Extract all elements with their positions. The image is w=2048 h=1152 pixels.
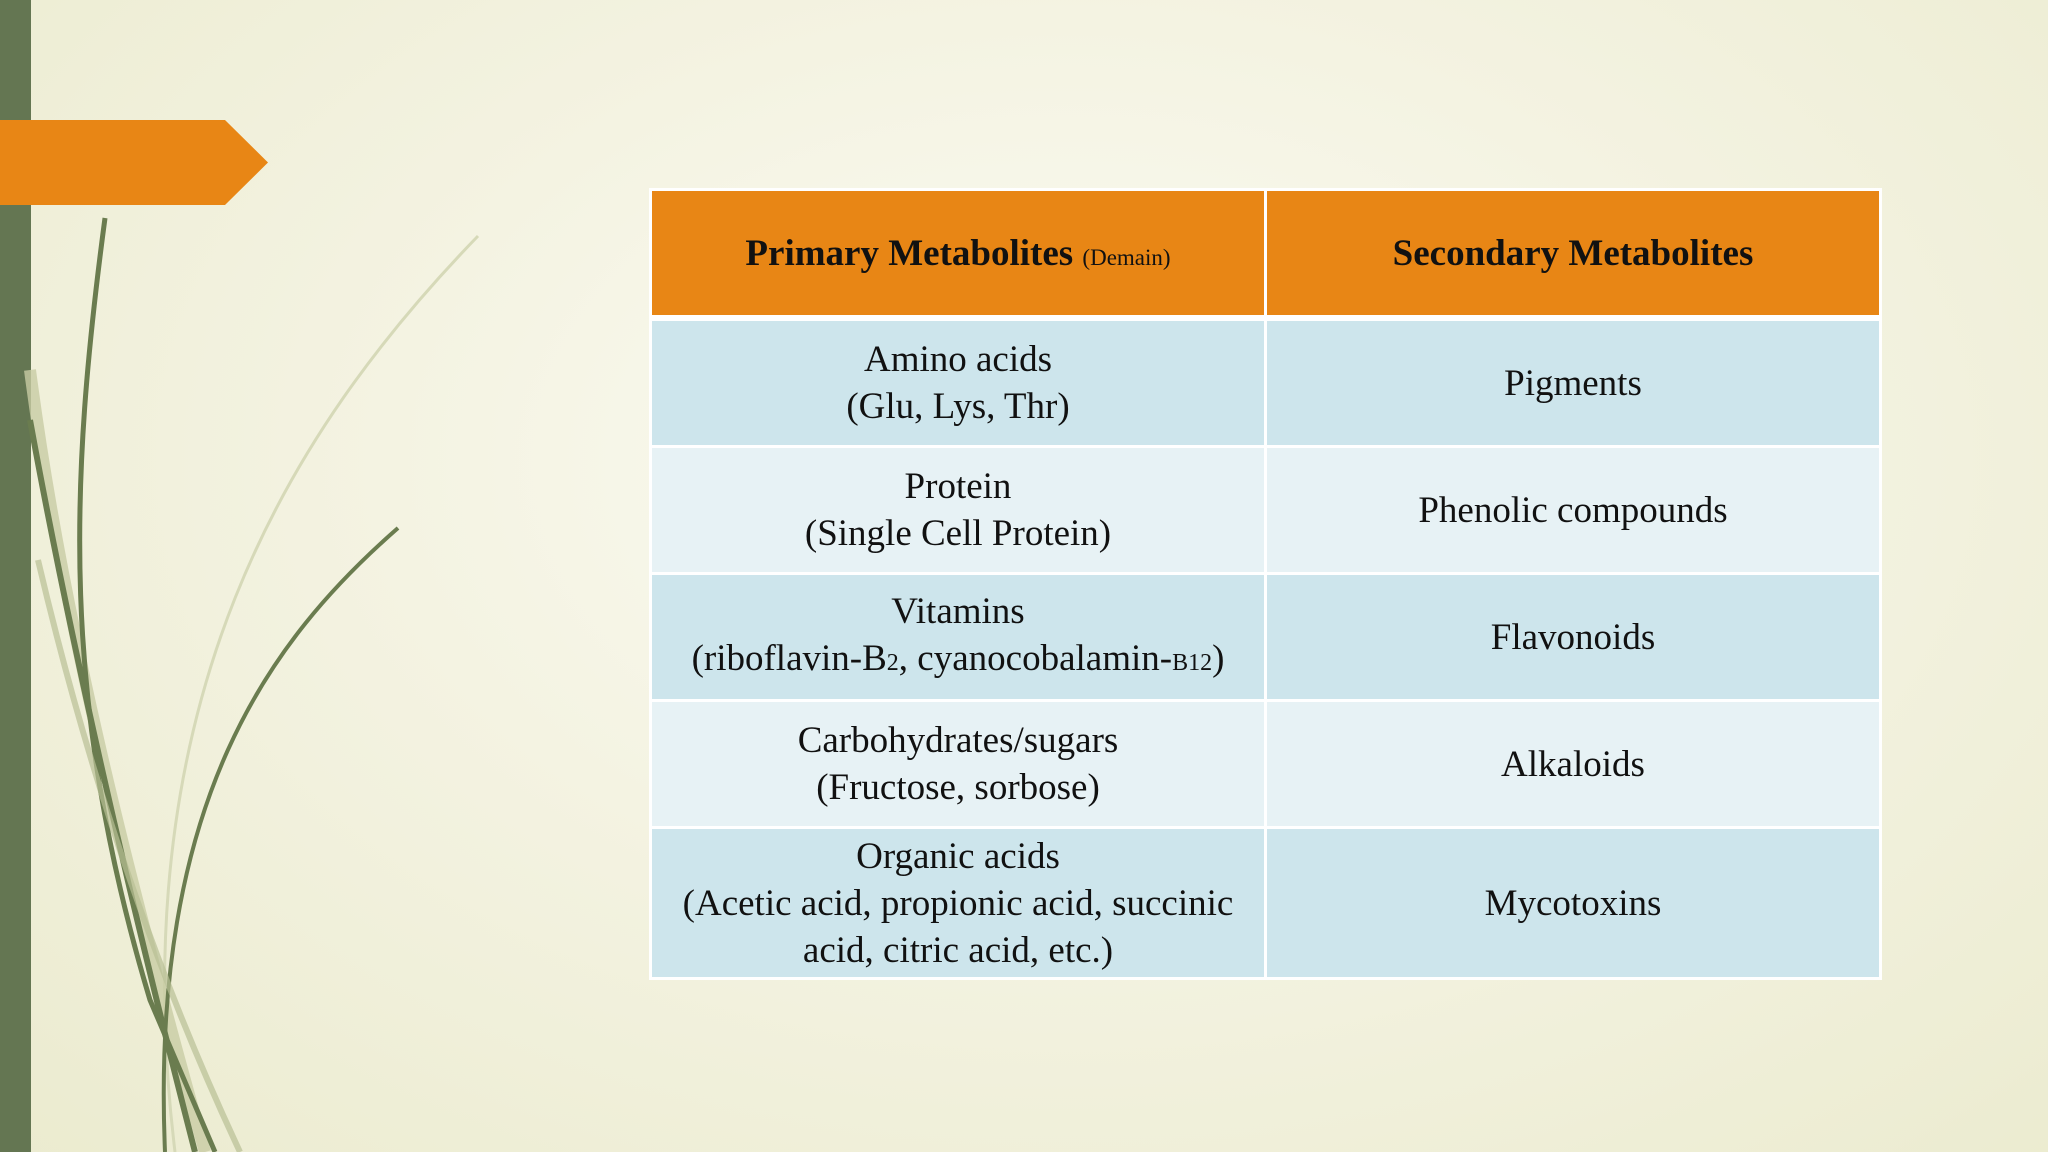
primary-detail: (Single Cell Protein) [804,513,1112,554]
metabolites-table-container [649,188,1879,980]
table-row [651,318,1881,447]
primary-name: Protein [904,466,1012,507]
table-row [651,828,1881,979]
cell-secondary: Flavonoids [1266,574,1881,701]
primary-name: Organic acids [856,835,1060,877]
detail-part-a: (riboflavin-B [691,637,887,679]
table-header-row [651,190,1881,319]
primary-detail: (Glu, Lys, Thr) [846,386,1070,427]
cell-secondary: Phenolic compounds [1266,447,1881,574]
detail-part-b: , cyanocobalamin- [898,637,1173,679]
cell-primary [651,574,1266,701]
detail-sub-a: 2 [886,649,899,676]
primary-detail-line1: (Acetic acid, propionic acid, succinic [682,882,1234,924]
primary-detail: (Fructose, sorbose) [816,767,1100,808]
table-row [651,701,1881,828]
table-row [651,447,1881,574]
primary-detail-line2: acid, citric acid, etc.) [802,929,1114,971]
cell-primary [651,828,1266,979]
cell-primary [651,701,1266,828]
detail-small-b: B [1172,649,1189,676]
header-primary-note: (Demain) [1082,244,1171,270]
cell-secondary: Pigments [1266,318,1881,447]
metabolites-table [649,188,1882,980]
detail-part-c: ) [1212,637,1225,679]
primary-name: Vitamins [891,590,1025,632]
cell-primary [651,318,1266,447]
header-secondary-metabolites: Secondary Metabolites [1266,190,1881,319]
table-row [651,574,1881,701]
cell-secondary: Alkaloids [1266,701,1881,828]
primary-detail [660,635,1256,687]
orange-tab-arrow [0,120,268,205]
primary-name: Carbohydrates/sugars [797,720,1119,761]
primary-name: Amino acids [863,339,1053,380]
cell-primary [651,447,1266,574]
detail-sub-b: 12 [1188,649,1213,676]
header-primary-metabolites [651,190,1266,319]
header-primary-label: Primary Metabolites [745,232,1074,274]
cell-secondary: Mycotoxins [1266,828,1881,979]
